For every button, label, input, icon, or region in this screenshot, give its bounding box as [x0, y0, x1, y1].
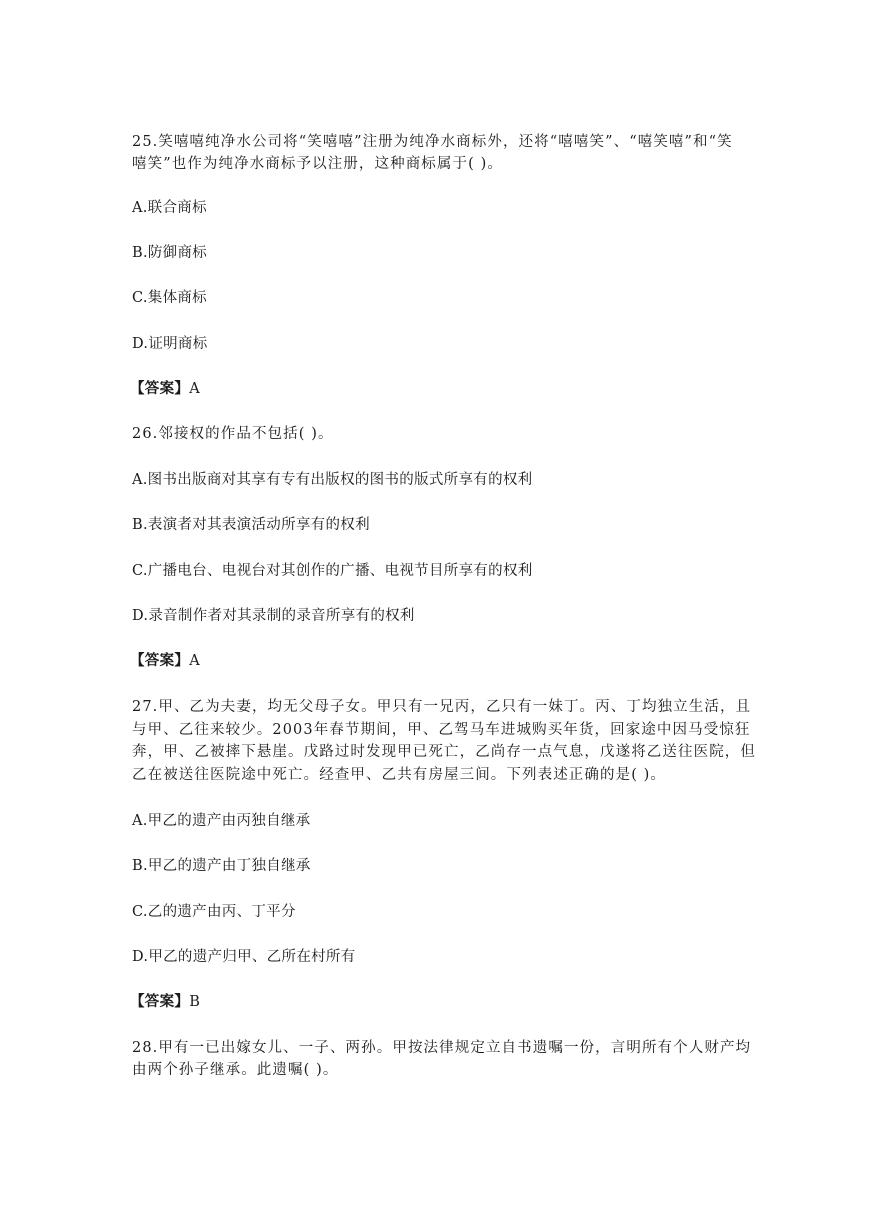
question-27-stem-line-4: 乙在被送往医院途中死亡。经查甲、乙共有房屋三间。下列表述正确的是( )。 [132, 767, 667, 783]
question-26-answer [130, 651, 200, 671]
question-28-stem-line-1: 28.甲有一已出嫁女儿、一子、两孙。甲按法律规定立自书遗嘱一份，言明所有个人财产均 [132, 1040, 752, 1056]
answer-value: A [189, 653, 200, 669]
question-27-option-b: B.甲乙的遗产由丁独自继承 [132, 858, 311, 874]
answer-value: A [189, 381, 200, 397]
question-27-stem-line-3: 奔，甲、乙被摔下悬崖。戊路过时发现甲已死亡，乙尚存一点气息，戊遂将乙送往医院，但 [132, 744, 756, 760]
question-25-stem-line-1: 25.笑嘻嘻纯净水公司将“笑嘻嘻”注册为纯净水商标外，还将“嘻嘻笑”、“嘻笑嘻”和“笑 [132, 134, 733, 150]
question-25-option-b: B.防御商标 [132, 245, 208, 261]
question-26-stem-line-1: 26.邻接权的作品不包括( )。 [132, 426, 334, 442]
question-26-option-c: C.广播电台、电视台对其创作的广播、电视节目所享有的权利 [132, 563, 533, 579]
question-26-option-d: D.录音制作者对其录制的录音所享有的权利 [132, 608, 415, 624]
question-27-stem-line-2: 与甲、乙往来较少。2003年春节期间，甲、乙驾马车进城购买年货，回家途中因马受惊狂 [132, 722, 751, 738]
question-27-answer [130, 992, 200, 1012]
question-25-option-a: A.联合商标 [132, 200, 207, 216]
question-27-option-a: A.甲乙的遗产由丙独自继承 [132, 813, 311, 829]
question-25-option-c: C.集体商标 [132, 290, 207, 306]
answer-label: 【答案】 [130, 652, 190, 669]
answer-value: B [189, 994, 201, 1010]
answer-label: 【答案】 [130, 380, 190, 397]
question-27-stem-line-1: 27.甲、乙为夫妻，均无父母子女。甲只有一兄丙，乙只有一妹丁。丙、丁均独立生活，且 [132, 699, 752, 715]
question-25-stem-line-2: 嘻笑”也作为纯净水商标予以注册，这种商标属于( )。 [132, 156, 503, 172]
answer-label: 【答案】 [130, 993, 190, 1010]
question-25-option-d: D.证明商标 [132, 336, 208, 352]
question-28-stem-line-2: 由两个孙子继承。此遗嘱( )。 [132, 1062, 339, 1078]
question-27-option-d: D.甲乙的遗产归甲、乙所在村所有 [132, 949, 356, 965]
question-25-answer [130, 379, 200, 399]
question-27-option-c: C.乙的遗产由丙、丁平分 [132, 904, 296, 920]
question-26-option-b: B.表演者对其表演活动所享有的权利 [132, 517, 370, 533]
question-26-option-a: A.图书出版商对其享有专有出版权的图书的版式所享有的权利 [132, 472, 533, 488]
